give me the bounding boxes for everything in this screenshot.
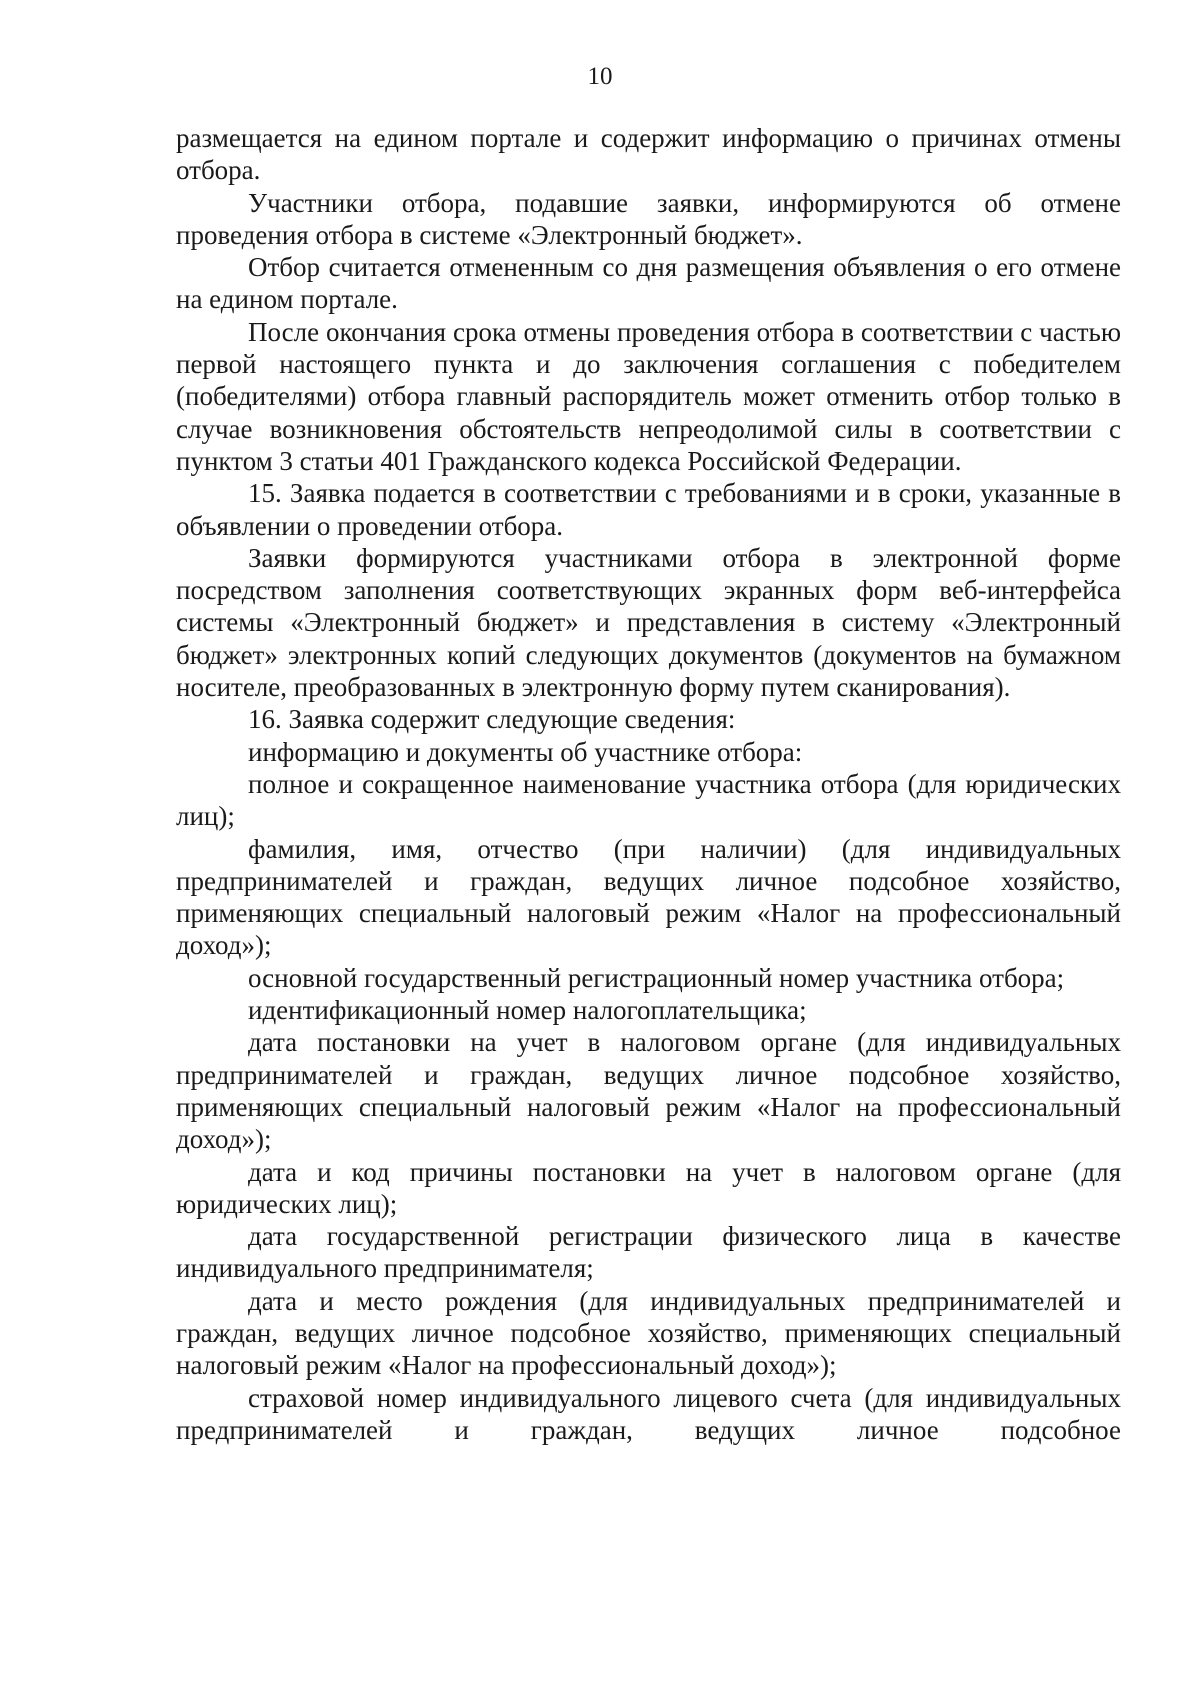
page-number: 10: [587, 63, 613, 90]
paragraph: дата государственной регистрации физического лица в качестве индивидуального предпринимателя;: [176, 1221, 1121, 1284]
paragraph: страховой номер индивидуального лицевого счета (для индивидуальных предпринимателей и граждан, ведущих личное подсобное: [176, 1382, 1121, 1445]
paragraph: фамилия, имя, отчество (при наличии) (для индивидуальных предпринимателей и граждан, ведущих личное подсобное хозяйство, применяющих специальный налоговый режим «Налог на профессиональный доход»);: [176, 833, 1121, 961]
paragraph: идентификационный номер налогоплательщика;: [248, 995, 807, 1026]
paragraph: полное и сокращенное наименование участника отбора (для юридических лиц);: [176, 768, 1121, 832]
paragraph: дата и код причины постановки на учет в налоговом органе (для юридических лиц);: [176, 1156, 1121, 1219]
paragraph: 15. Заявка подается в соответствии с требованиями и в сроки, указанные в объявлении о проведении отбора.: [176, 478, 1121, 541]
paragraph: Отбор считается отмененным со дня размещения объявления о его отмене на едином портале.: [176, 252, 1121, 315]
paragraph: После окончания срока отмены проведения отбора в соответствии с частью первой настоящего пункта и до заключения соглашения с победителем (победителями) отбора главный распорядитель может отменить отбор только в случае возникновения обстоятельств непреодолимой силы в соответствии с пунктом 3 статьи 401 Гражданского кодекса Российской Федерации.: [176, 316, 1121, 476]
paragraph: основной государственный регистрационный номер участника отбора;: [248, 962, 1065, 993]
paragraph: 16. Заявка содержит следующие сведения:: [248, 704, 736, 735]
paragraph: дата и место рождения (для индивидуальных предпринимателей и граждан, ведущих личное подсобное хозяйство, применяющих специальный налоговый режим «Налог на профессиональный доход»);: [176, 1285, 1121, 1381]
paragraph: дата постановки на учет в налоговом органе (для индивидуальных предпринимателей и граждан, ведущих личное подсобное хозяйство, применяющих специальный налоговый режим «Налог на профессиональный доход»);: [176, 1027, 1121, 1155]
paragraph: Заявки формируются участниками отбора в электронной форме посредством заполнения соответствующих экранных форм веб-интерфейса системы «Электронный бюджет» и представления в систему «Электронный бюджет» электронных копий следующих документов (документов на бумажном носителе, преобразованных в электронную форму путем сканирования).: [176, 542, 1121, 703]
document-body: [176, 122, 1121, 1446]
paragraph: Участники отбора, подавшие заявки, информируются об отмене проведения отбора в системе «Электронный бюджет».: [176, 187, 1121, 250]
paragraph: размещается на едином портале и содержит информацию о причинах отмены отбора.: [176, 123, 1121, 186]
paragraph: информацию и документы об участнике отбора:: [248, 736, 803, 767]
